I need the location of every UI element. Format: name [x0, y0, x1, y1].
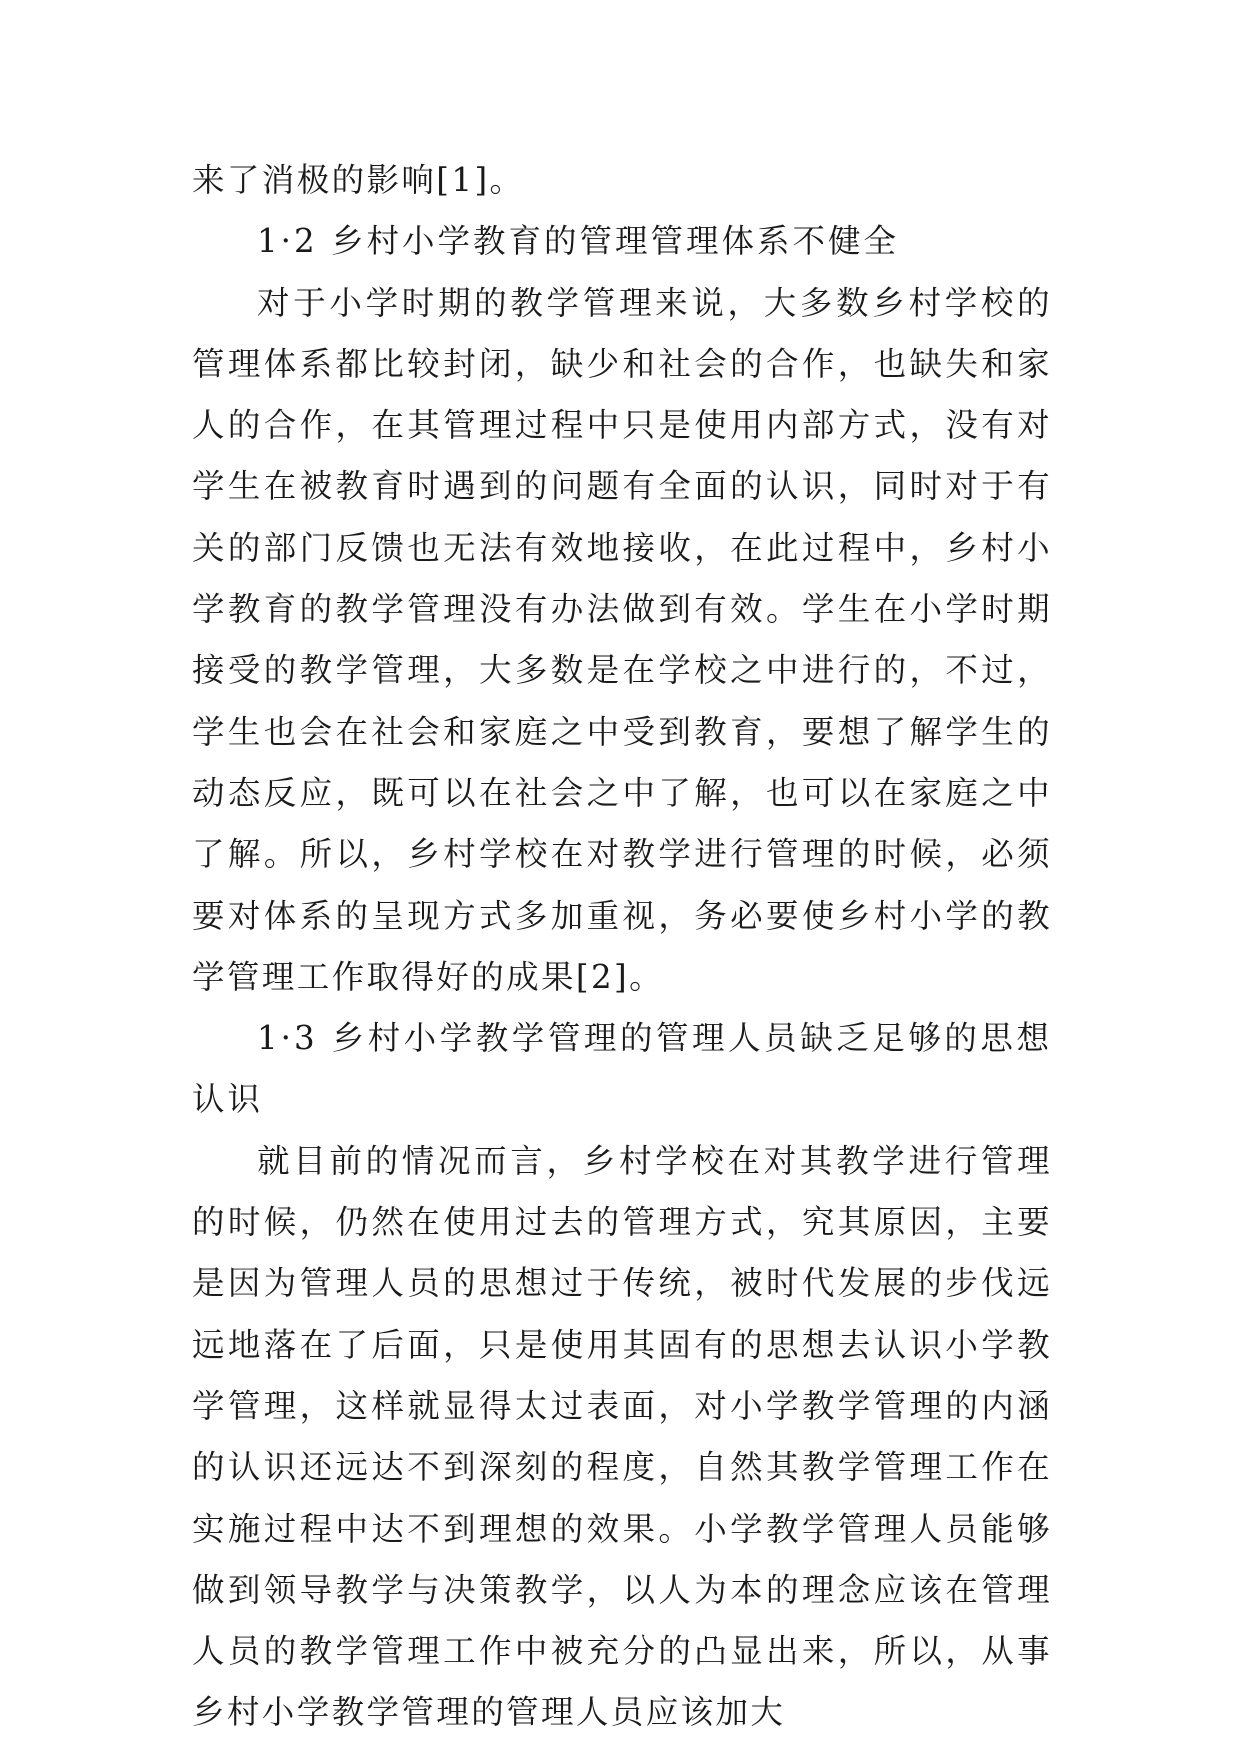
paragraph-management-system: 对于小学时期的教学管理来说，大多数乡村学校的管理体系都比较封闭，缺少和社会的合作，也缺失和家人的合作，在其管理过程中只是使用内部方式，没有对学生在被教育时遇到的问题有全面的认识，同时对于有关的部门反馈也无法有效地接收，在此过程中，乡村小学教育的教学管理没有办法做到有效。学生在小学时期接受的教学管理，大多数是在学校之中进行的，不过，学生也会在社会和家庭之中受到教育，要想了解学生的动态反应，既可以在社会之中了解，也可以在家庭之中了解。所以，乡村学校在对教学进行管理的时候，必须要对体系的呈现方式多加重视，务必要使乡村小学的教学管理工作取得好的成果[2]。 — [192, 283, 1052, 996]
paragraph-managers-awareness: 就目前的情况而言，乡村学校在对其教学进行管理的时候，仍然在使用过去的管理方式，究其原因，主要是因为管理人员的思想过于传统，被时代发展的步伐远远地落在了后面，只是使用其固有的思想去认识小学教学管理，这样就显得太过表面，对小学教学管理的内涵的认识还远达不到深刻的程度，自然其教学管理工作在实施过程中达不到理想的效果。小学教学管理人员能够做到领导教学与决策教学，以人为本的理念应该在管理人员的教学管理工作中被充分的凸显出来，所以，从事乡村小学教学管理的管理人员应该加大 — [192, 1141, 1052, 1732]
paragraph-continuation: 来了消极的影响[1]。 — [192, 161, 525, 199]
document-body — [192, 150, 1052, 1744]
section-heading-1-3: 1·3 乡村小学教学管理的管理人员缺乏足够的思想认识 — [192, 1019, 1052, 1119]
section-heading-1-2: 1·2 乡村小学教育的管理管理体系不健全 — [257, 222, 900, 261]
